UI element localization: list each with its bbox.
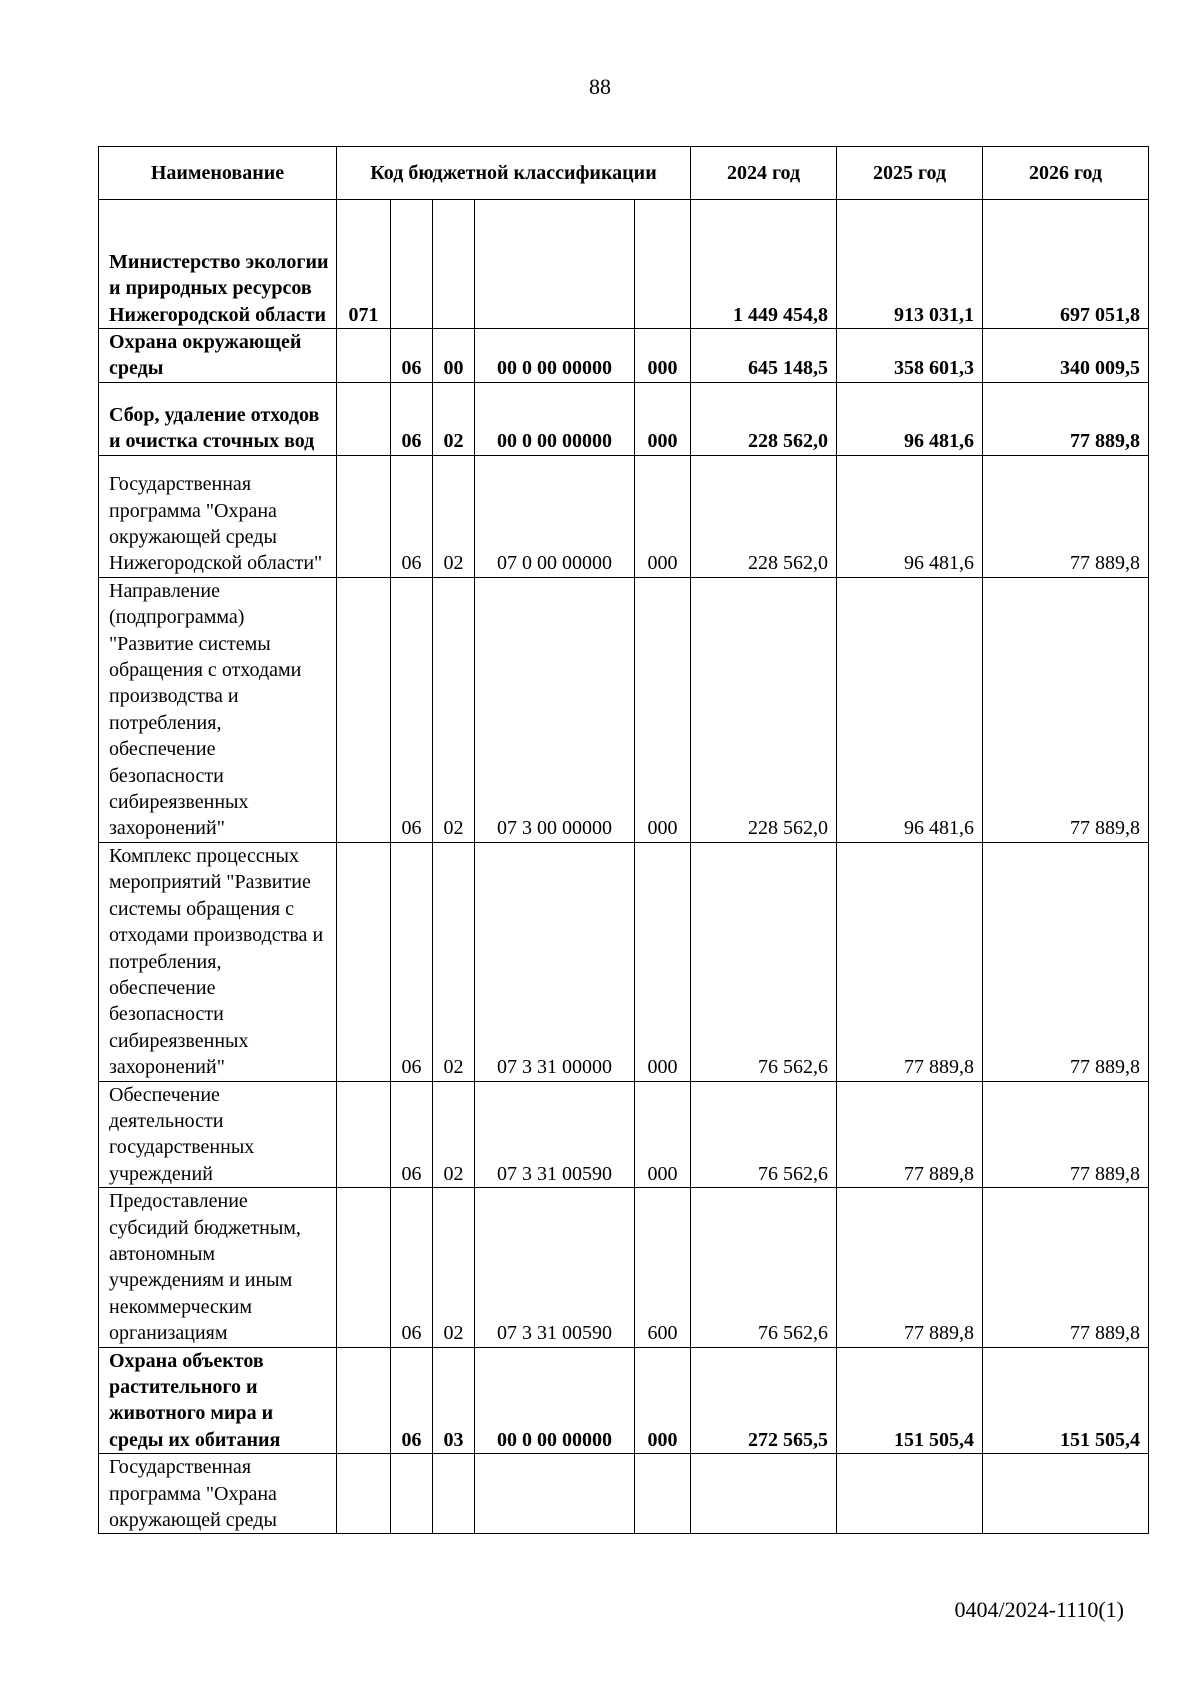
table-row <box>99 1081 1149 1188</box>
row-expense-type-code <box>635 1454 691 1534</box>
row-section-code: 06 <box>391 382 433 455</box>
row-expense-type-code: 000 <box>635 329 691 383</box>
row-section-code: 06 <box>391 329 433 383</box>
row-amount-2024: 228 562,0 <box>691 455 837 577</box>
row-amount-2025: 77 889,8 <box>837 1081 983 1188</box>
row-admin-code <box>337 1347 391 1454</box>
row-amount-2026: 77 889,8 <box>983 1188 1149 1347</box>
row-section-code: 06 <box>391 1188 433 1347</box>
table-row <box>99 200 1149 329</box>
row-subsection-code <box>433 200 475 329</box>
row-subsection-code: 02 <box>433 842 475 1081</box>
row-expense-type-code: 000 <box>635 577 691 842</box>
row-admin-code: 071 <box>337 200 391 329</box>
row-amount-2026: 77 889,8 <box>983 842 1149 1081</box>
document-id: 0404/2024-1110(1) <box>954 1597 1124 1622</box>
row-article-code: 07 3 31 00590 <box>475 1188 635 1347</box>
row-subsection-code: 02 <box>433 455 475 577</box>
row-amount-2024: 76 562,6 <box>691 842 837 1081</box>
row-article-code: 07 3 31 00590 <box>475 1081 635 1188</box>
row-section-code: 06 <box>391 455 433 577</box>
row-name: Направление (подпрограмма) "Развитие системы обращения с отходами производства и потребления, обеспечение безопасности сибиреязвенных захоронений" <box>99 577 337 842</box>
page-number: 88 <box>589 74 611 99</box>
row-article-code: 07 0 00 00000 <box>475 455 635 577</box>
row-amount-2024: 272 565,5 <box>691 1347 837 1454</box>
row-name: Комплекс процессных мероприятий "Развитие системы обращения с отходами производства и потребления, обеспечение безопасности сибиреязвенных захоронений" <box>99 842 337 1081</box>
row-amount-2026: 77 889,8 <box>983 382 1149 455</box>
row-amount-2025: 96 481,6 <box>837 455 983 577</box>
row-subsection-code <box>433 1454 475 1534</box>
row-amount-2024: 228 562,0 <box>691 382 837 455</box>
table-row <box>99 842 1149 1081</box>
row-section-code: 06 <box>391 1347 433 1454</box>
row-subsection-code: 02 <box>433 1081 475 1188</box>
row-section-code: 06 <box>391 1081 433 1188</box>
header-2025: 2025 год <box>837 147 983 200</box>
row-amount-2025: 96 481,6 <box>837 577 983 842</box>
row-amount-2026: 340 009,5 <box>983 329 1149 383</box>
row-name: Министерство экологии и природных ресурсов Нижегородской области <box>99 200 337 329</box>
row-amount-2025: 151 505,4 <box>837 1347 983 1454</box>
row-expense-type-code <box>635 200 691 329</box>
row-name: Обеспечение деятельности государственных учреждений <box>99 1081 337 1188</box>
row-name: Сбор, удаление отходов и очистка сточных вод <box>99 382 337 455</box>
row-admin-code <box>337 382 391 455</box>
row-subsection-code: 00 <box>433 329 475 383</box>
row-amount-2026: 77 889,8 <box>983 577 1149 842</box>
header-2026: 2026 год <box>983 147 1149 200</box>
row-article-code: 07 3 31 00000 <box>475 842 635 1081</box>
row-amount-2024: 645 148,5 <box>691 329 837 383</box>
table-row <box>99 1347 1149 1454</box>
row-amount-2024: 76 562,6 <box>691 1188 837 1347</box>
row-admin-code <box>337 1188 391 1347</box>
row-amount-2024: 228 562,0 <box>691 577 837 842</box>
row-expense-type-code: 000 <box>635 1347 691 1454</box>
row-amount-2026: 697 051,8 <box>983 200 1149 329</box>
row-admin-code <box>337 577 391 842</box>
row-amount-2025: 96 481,6 <box>837 382 983 455</box>
row-article-code <box>475 200 635 329</box>
table-header-row <box>99 147 1149 200</box>
row-admin-code <box>337 455 391 577</box>
row-subsection-code: 02 <box>433 382 475 455</box>
row-article-code <box>475 1454 635 1534</box>
row-expense-type-code: 000 <box>635 455 691 577</box>
row-amount-2024 <box>691 1454 837 1534</box>
row-amount-2024: 76 562,6 <box>691 1081 837 1188</box>
row-amount-2025: 358 601,3 <box>837 329 983 383</box>
row-amount-2024: 1 449 454,8 <box>691 200 837 329</box>
row-expense-type-code: 600 <box>635 1188 691 1347</box>
row-section-code: 06 <box>391 577 433 842</box>
header-2024: 2024 год <box>691 147 837 200</box>
row-amount-2026: 77 889,8 <box>983 455 1149 577</box>
table-row <box>99 1188 1149 1347</box>
row-subsection-code: 02 <box>433 1188 475 1347</box>
table-row <box>99 1454 1149 1534</box>
row-admin-code <box>337 842 391 1081</box>
row-subsection-code: 02 <box>433 577 475 842</box>
row-section-code <box>391 1454 433 1534</box>
row-name: Предоставление субсидий бюджетным, автономным учреждениям и иным некоммерческим организациям <box>99 1188 337 1347</box>
row-expense-type-code: 000 <box>635 842 691 1081</box>
row-section-code: 06 <box>391 842 433 1081</box>
row-amount-2026: 151 505,4 <box>983 1347 1149 1454</box>
row-amount-2025 <box>837 1454 983 1534</box>
table-row <box>99 382 1149 455</box>
row-section-code <box>391 200 433 329</box>
row-subsection-code: 03 <box>433 1347 475 1454</box>
row-amount-2025: 77 889,8 <box>837 842 983 1081</box>
row-name: Государственная программа "Охрана окружающей среды <box>99 1454 337 1534</box>
row-admin-code <box>337 329 391 383</box>
row-admin-code <box>337 1081 391 1188</box>
row-amount-2025: 77 889,8 <box>837 1188 983 1347</box>
row-article-code: 00 0 00 00000 <box>475 382 635 455</box>
row-expense-type-code: 000 <box>635 1081 691 1188</box>
row-admin-code <box>337 1454 391 1534</box>
row-article-code: 00 0 00 00000 <box>475 329 635 383</box>
header-name: Наименование <box>99 147 337 200</box>
header-code: Код бюджетной классификации <box>337 147 691 200</box>
row-article-code: 07 3 00 00000 <box>475 577 635 842</box>
table-row <box>99 329 1149 383</box>
table-row <box>99 577 1149 842</box>
row-article-code: 00 0 00 00000 <box>475 1347 635 1454</box>
row-amount-2025: 913 031,1 <box>837 200 983 329</box>
row-name: Охрана окружающей среды <box>99 329 337 383</box>
budget-table <box>98 146 1149 1534</box>
row-name: Государственная программа "Охрана окружающей среды Нижегородской области" <box>99 455 337 577</box>
row-expense-type-code: 000 <box>635 382 691 455</box>
row-amount-2026 <box>983 1454 1149 1534</box>
row-name: Охрана объектов растительного и животного мира и среды их обитания <box>99 1347 337 1454</box>
table-row <box>99 455 1149 577</box>
row-amount-2026: 77 889,8 <box>983 1081 1149 1188</box>
